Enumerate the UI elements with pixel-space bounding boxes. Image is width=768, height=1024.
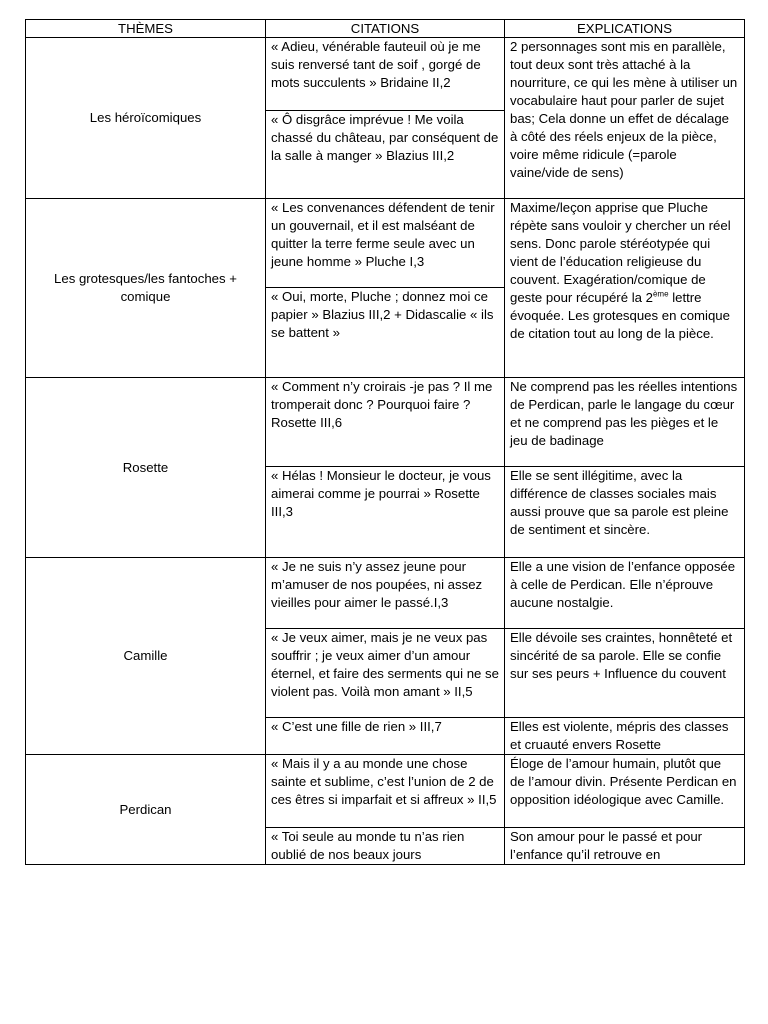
explication-cell: Elle dévoile ses craintes, honnêteté et sincérité de sa parole. Elle se confie sur ses peurs + Influence du couvent bbox=[505, 629, 745, 718]
analysis-table bbox=[25, 19, 745, 865]
explication-cell: Elle se sent illégitime, avec la différence de classes sociales mais aussi prouve que sa parole est pleine de sentiment et sincère. bbox=[505, 467, 745, 558]
citation-cell: « Je ne suis n’y assez jeune pour m’amuser de nos poupées, ni assez vieilles pour aimer le passé.I,3 bbox=[266, 558, 505, 629]
citation-cell: « Ô disgrâce imprévue ! Me voila chassé du château, par conséquent de la salle à manger » Blazius III,2 bbox=[266, 111, 505, 199]
explication-cell: Son amour pour le passé et pour l’enfance qu’il retrouve en bbox=[505, 828, 745, 865]
theme-cell: Perdican bbox=[26, 755, 266, 865]
explication-text: Maxime/leçon apprise que Pluche répète sans vouloir y chercher un réel sens. Donc parole stéréotypée qui vient de l’éducation religieuse du couvent. Exagération/comique de geste pour récupéré la 2 bbox=[510, 200, 731, 305]
table-row bbox=[26, 755, 745, 828]
theme-cell: Les grotesques/les fantoches + comique bbox=[26, 199, 266, 378]
explication-cell bbox=[505, 199, 745, 378]
table-row bbox=[26, 558, 745, 629]
citation-cell: « Oui, morte, Pluche ; donnez moi ce papier » Blazius III,2 + Didascalie « ils se battent » bbox=[266, 288, 505, 378]
citation-cell: « Toi seule au monde tu n’as rien oublié de nos beaux jours bbox=[266, 828, 505, 865]
explication-cell: Elles est violente, mépris des classes et cruauté envers Rosette bbox=[505, 718, 745, 755]
document-page bbox=[25, 19, 744, 865]
explication-cell: Ne comprend pas les réelles intentions de Perdican, parle le langage du cœur et ne comprend pas les pièges et le jeu de badinage bbox=[505, 378, 745, 467]
citation-cell: « Adieu, vénérable fauteuil où je me suis renversé tant de soif , gorgé de mots succulents » Bridaine II,2 bbox=[266, 38, 505, 111]
citation-cell: « Hélas ! Monsieur le docteur, je vous aimerai comme je pourrai » Rosette III,3 bbox=[266, 467, 505, 558]
header-row bbox=[26, 20, 745, 38]
explication-cell: Elle a une vision de l’enfance opposée à celle de Perdican. Elle n’éprouve aucune nostalgie. bbox=[505, 558, 745, 629]
theme-cell: Camille bbox=[26, 558, 266, 755]
theme-cell: Rosette bbox=[26, 378, 266, 558]
table-row bbox=[26, 199, 745, 288]
table-row bbox=[26, 378, 745, 467]
citation-cell: « Je veux aimer, mais je ne veux pas souffrir ; je veux aimer d’un amour éternel, et faire des serments qui ne se violent pas. Voilà mon amant » II,5 bbox=[266, 629, 505, 718]
theme-cell: Les héroïcomiques bbox=[26, 38, 266, 199]
citation-cell: « C’est une fille de rien » III,7 bbox=[266, 718, 505, 755]
explication-cell: Éloge de l’amour humain, plutôt que de l’amour divin. Présente Perdican en opposition idéologique avec Camille. bbox=[505, 755, 745, 828]
header-themes: THÈMES bbox=[26, 20, 266, 38]
table-row bbox=[26, 38, 745, 111]
citation-cell: « Comment n’y croirais -je pas ? Il me tromperait donc ? Pourquoi faire ? Rosette III,6 bbox=[266, 378, 505, 467]
header-explications: EXPLICATIONS bbox=[505, 20, 745, 38]
superscript: ème bbox=[652, 289, 669, 299]
explication-text: lettre évoquée. Les grotesques en comique de citation tout au long de la pièce. bbox=[510, 290, 730, 341]
explication-cell: 2 personnages sont mis en parallèle, tout deux sont très attaché à la nourriture, ce qui les mène à utiliser un vocabulaire haut pour parler de sujet bas; Cela donne un effet de décalage à côté des réels enjeux de la pièce, voire même ridicule (=parole vaine/vide de sens) bbox=[505, 38, 745, 199]
citation-cell: « Mais il y a au monde une chose sainte et sublime, c’est l’union de 2 de ces êtres si imparfait et si affreux » II,5 bbox=[266, 755, 505, 828]
citation-cell: « Les convenances défendent de tenir un gouvernail, et il est malséant de quitter la terre ferme seule avec un jeune homme » Pluche I,3 bbox=[266, 199, 505, 288]
header-citations: CITATIONS bbox=[266, 20, 505, 38]
